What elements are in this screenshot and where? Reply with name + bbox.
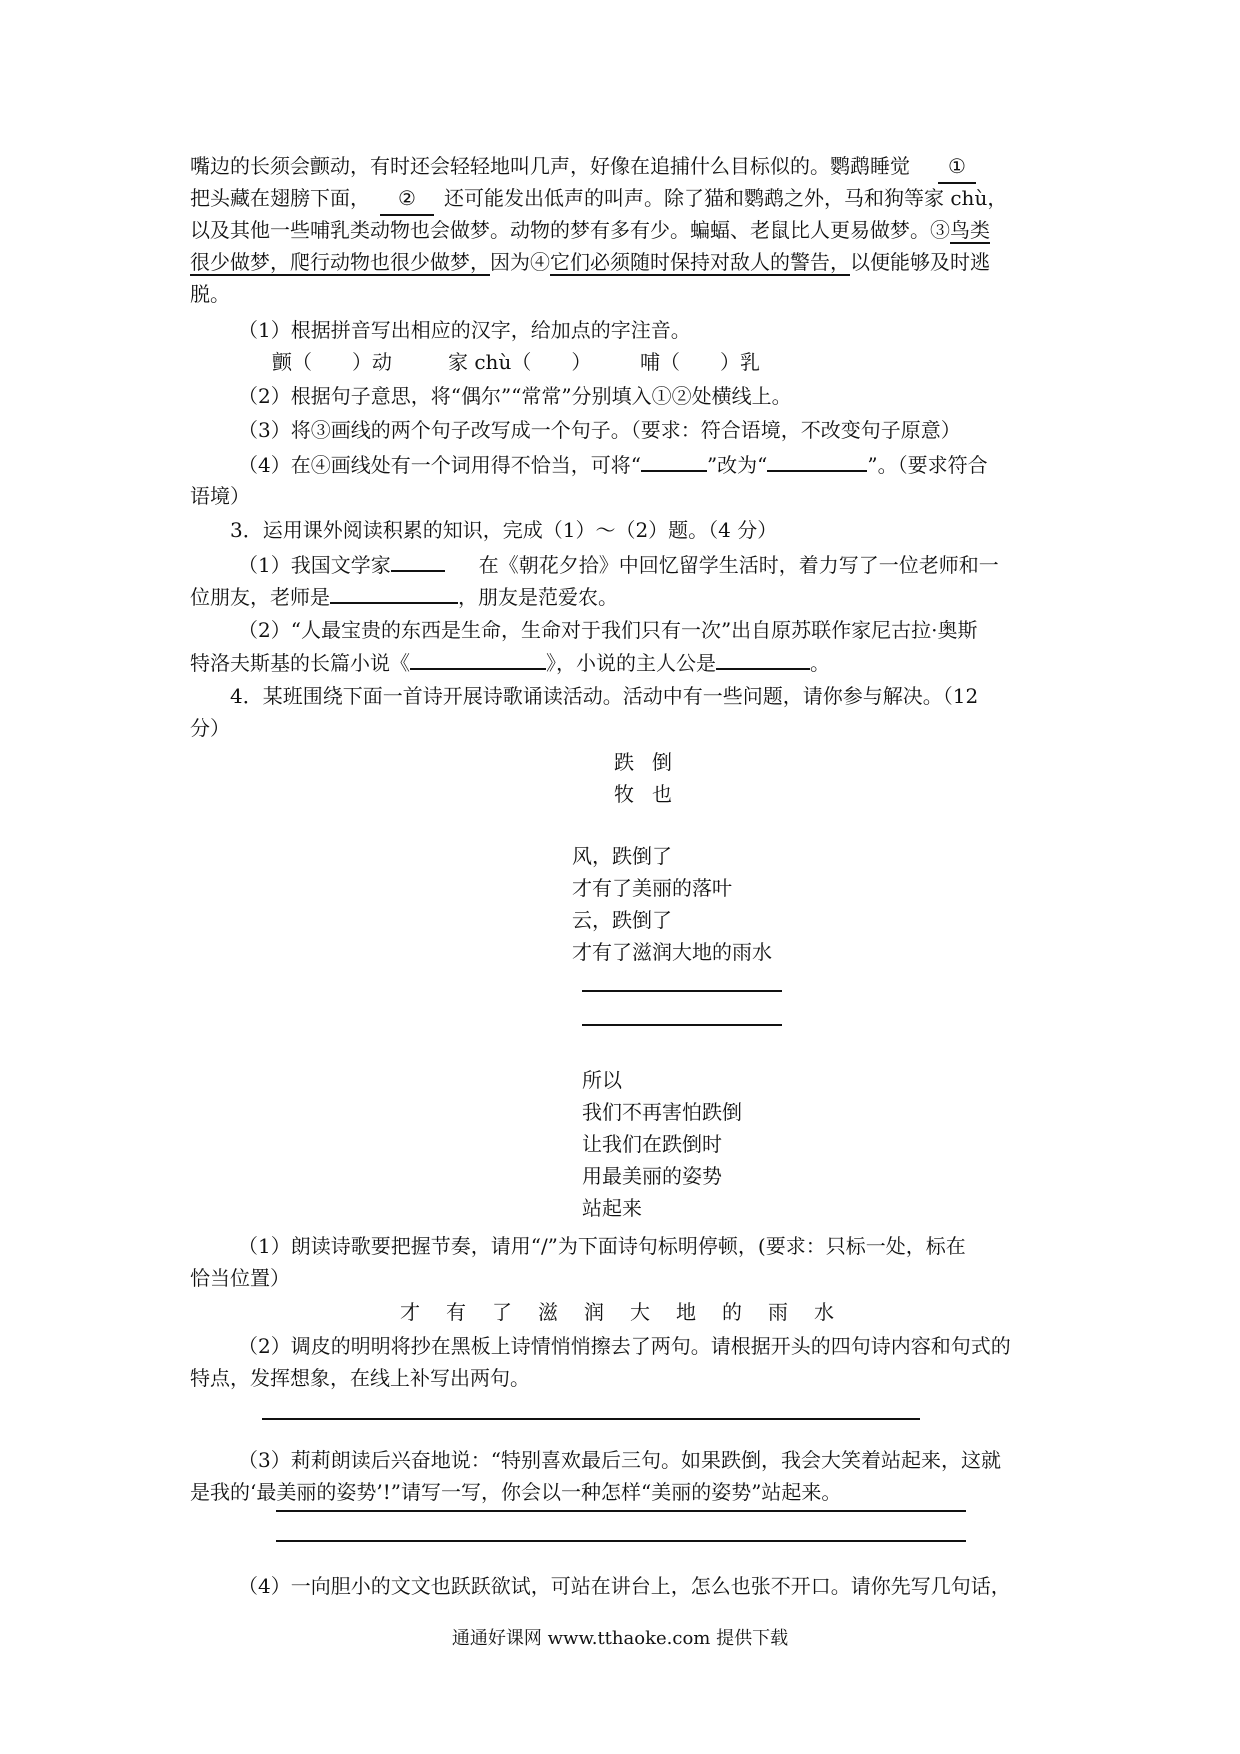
answer-line[interactable] bbox=[276, 1540, 966, 1542]
blank-1: ① bbox=[938, 150, 976, 184]
q3-title: 3．运用课外阅读积累的知识，完成（1）～（2）题。（4 分） bbox=[230, 518, 778, 542]
q3-part-1-cont bbox=[190, 580, 618, 613]
answer-blank[interactable] bbox=[391, 548, 445, 572]
q2-part-2: （2）根据句子意思，将“偶尔”“常常”分别填入①②处横线上。 bbox=[238, 384, 792, 408]
q4-part-3: （3）莉莉朗读后兴奋地说：“特别喜欢最后三句。如果跌倒，我会大笑着站起来，这就 bbox=[238, 1448, 1001, 1472]
q4-title-cont: 分） bbox=[190, 716, 230, 740]
q3-part-1-text: ，朋友是范爱农。 bbox=[458, 585, 618, 609]
q4-part-1: （1）朗读诗歌要把握节奏，请用“/”为下面诗句标明停顿，(要求：只标一处，标在 bbox=[238, 1234, 966, 1258]
passage-line-2 bbox=[190, 182, 1007, 216]
passage-line-3 bbox=[190, 214, 990, 246]
poem-line: 我们不再害怕跌倒 bbox=[582, 1100, 742, 1124]
q2-part-1: （1）根据拼音写出相应的汉字，给加点的字注音。 bbox=[238, 318, 691, 342]
poem-stanza-2 bbox=[582, 1064, 742, 1224]
q2-word-2: 家 chù（ ） bbox=[448, 350, 592, 374]
answer-line[interactable] bbox=[262, 1418, 920, 1420]
q2-part-4-text: ”。（要求符合 bbox=[867, 453, 988, 477]
poem-missing-line-1[interactable] bbox=[582, 990, 782, 992]
poem-line: 云，跌倒了 bbox=[572, 908, 672, 932]
passage-text: 嘴边的长须会颤动，有时还会轻轻地叫几声，好像在追捕什么目标似的。鹦鹉睡觉 bbox=[190, 154, 910, 178]
underlined-sentence-4: 它们必须随时保持对敌人的警告， bbox=[550, 250, 850, 274]
passage-text: 以便能够及时逃 bbox=[850, 250, 990, 274]
passage-line-5 bbox=[190, 278, 230, 310]
q3-part-1-text: 在《朝花夕拾》中回忆留学生活时，着力写了一位老师和一 bbox=[478, 553, 999, 577]
q3-part-2-text: 特洛夫斯基的长篇小说《 bbox=[190, 651, 410, 675]
passage-text: 还可能发出低声的叫声。除了猫和鹦鹉之外，马和狗等家 chù， bbox=[444, 186, 1008, 210]
poem-line: 才有了滋润大地的雨水 bbox=[572, 940, 772, 964]
passage-text: 以及其他一些哺乳类动物也会做梦。动物的梦有多有少。蝙蝠、老鼠比人更易做梦。③ bbox=[190, 218, 950, 242]
q4-title: 4．某班围绕下面一首诗开展诗歌诵读活动。活动中有一些问题，请你参与解决。（12 bbox=[230, 684, 979, 708]
passage-text: 因为④ bbox=[490, 250, 550, 274]
q3-part-2-text: 。 bbox=[810, 651, 830, 675]
page-footer: 通通好课网 www.tthaoke.com 提供下载 bbox=[451, 1628, 789, 1649]
q2-part-4-text: ”改为“ bbox=[706, 453, 768, 477]
answer-blank[interactable] bbox=[330, 580, 458, 604]
q3-part-2-cont bbox=[190, 646, 830, 679]
poem-line: 用最美丽的姿势 bbox=[582, 1164, 722, 1188]
answer-line[interactable] bbox=[276, 1510, 966, 1512]
q2-part-4 bbox=[238, 448, 988, 481]
answer-blank[interactable] bbox=[410, 646, 546, 670]
underlined-sentence-3: 很少做梦，爬行动物也很少做梦， bbox=[190, 250, 490, 274]
q3-part-1-text: 位朋友，老师是 bbox=[190, 585, 330, 609]
q4-part-3-cont: 是我的‘最美丽的姿势’!”请写一写，你会以一种怎样“美丽的姿势”站起来。 bbox=[190, 1480, 842, 1504]
q4-part-1-cont: 恰当位置） bbox=[190, 1266, 290, 1290]
passage-text: 脱。 bbox=[190, 282, 230, 306]
q3-part-2: （2）“人最宝贵的东西是生命，生命对于我们只有一次”出自原苏联作家尼古拉·奥斯 bbox=[238, 618, 978, 642]
poem-line: 风，跌倒了 bbox=[572, 844, 672, 868]
poem-title: 跌倒 bbox=[614, 750, 690, 774]
q4-part-2-cont: 特点，发挥想象，在线上补写出两句。 bbox=[190, 1366, 530, 1390]
blank-2: ② bbox=[380, 182, 434, 216]
poem-line: 让我们在跌倒时 bbox=[582, 1132, 722, 1156]
passage-line-1 bbox=[190, 150, 976, 184]
q2-part-4-cont: 语境） bbox=[190, 484, 250, 508]
underlined-sentence-3: 鸟类 bbox=[950, 218, 990, 242]
q4-part-4: （4）一向胆小的文文也跃跃欲试，可站在讲台上，怎么也张不开口。请你先写几句话， bbox=[238, 1574, 1011, 1598]
q3-part-1 bbox=[238, 548, 999, 581]
answer-blank[interactable] bbox=[641, 448, 707, 472]
q2-part-3: （3）将③画线的两个句子改写成一个句子。（要求：符合语境，不改变句子原意） bbox=[238, 418, 961, 442]
q4-spaced-line: 才有了滋润大地的雨水 bbox=[400, 1300, 860, 1324]
poem-line: 站起来 bbox=[582, 1196, 642, 1220]
poem-stanza-1 bbox=[572, 840, 772, 968]
poem-author: 牧也 bbox=[614, 782, 690, 806]
q3-part-1-text: （1）我国文学家 bbox=[238, 553, 391, 577]
answer-blank[interactable] bbox=[767, 448, 867, 472]
q2-word-3: 哺（ ）乳 bbox=[640, 350, 760, 374]
q2-word-1: 颤（ ）动 bbox=[272, 350, 392, 374]
q2-part-4-text: （4）在④画线处有一个词用得不恰当，可将“ bbox=[238, 453, 641, 477]
q4-part-2: （2）调皮的明明将抄在黑板上诗情悄悄擦去了两句。请根据开头的四句诗内容和句式的 bbox=[238, 1334, 1011, 1358]
answer-blank[interactable] bbox=[716, 646, 810, 670]
poem-line: 所以 bbox=[582, 1068, 622, 1092]
passage-line-4 bbox=[190, 246, 990, 278]
poem-line: 才有了美丽的落叶 bbox=[572, 876, 732, 900]
q3-part-2-text: 》，小说的主人公是 bbox=[546, 651, 716, 675]
passage-text: 把头藏在翅膀下面， bbox=[190, 186, 370, 210]
poem-missing-line-2[interactable] bbox=[582, 1024, 782, 1026]
